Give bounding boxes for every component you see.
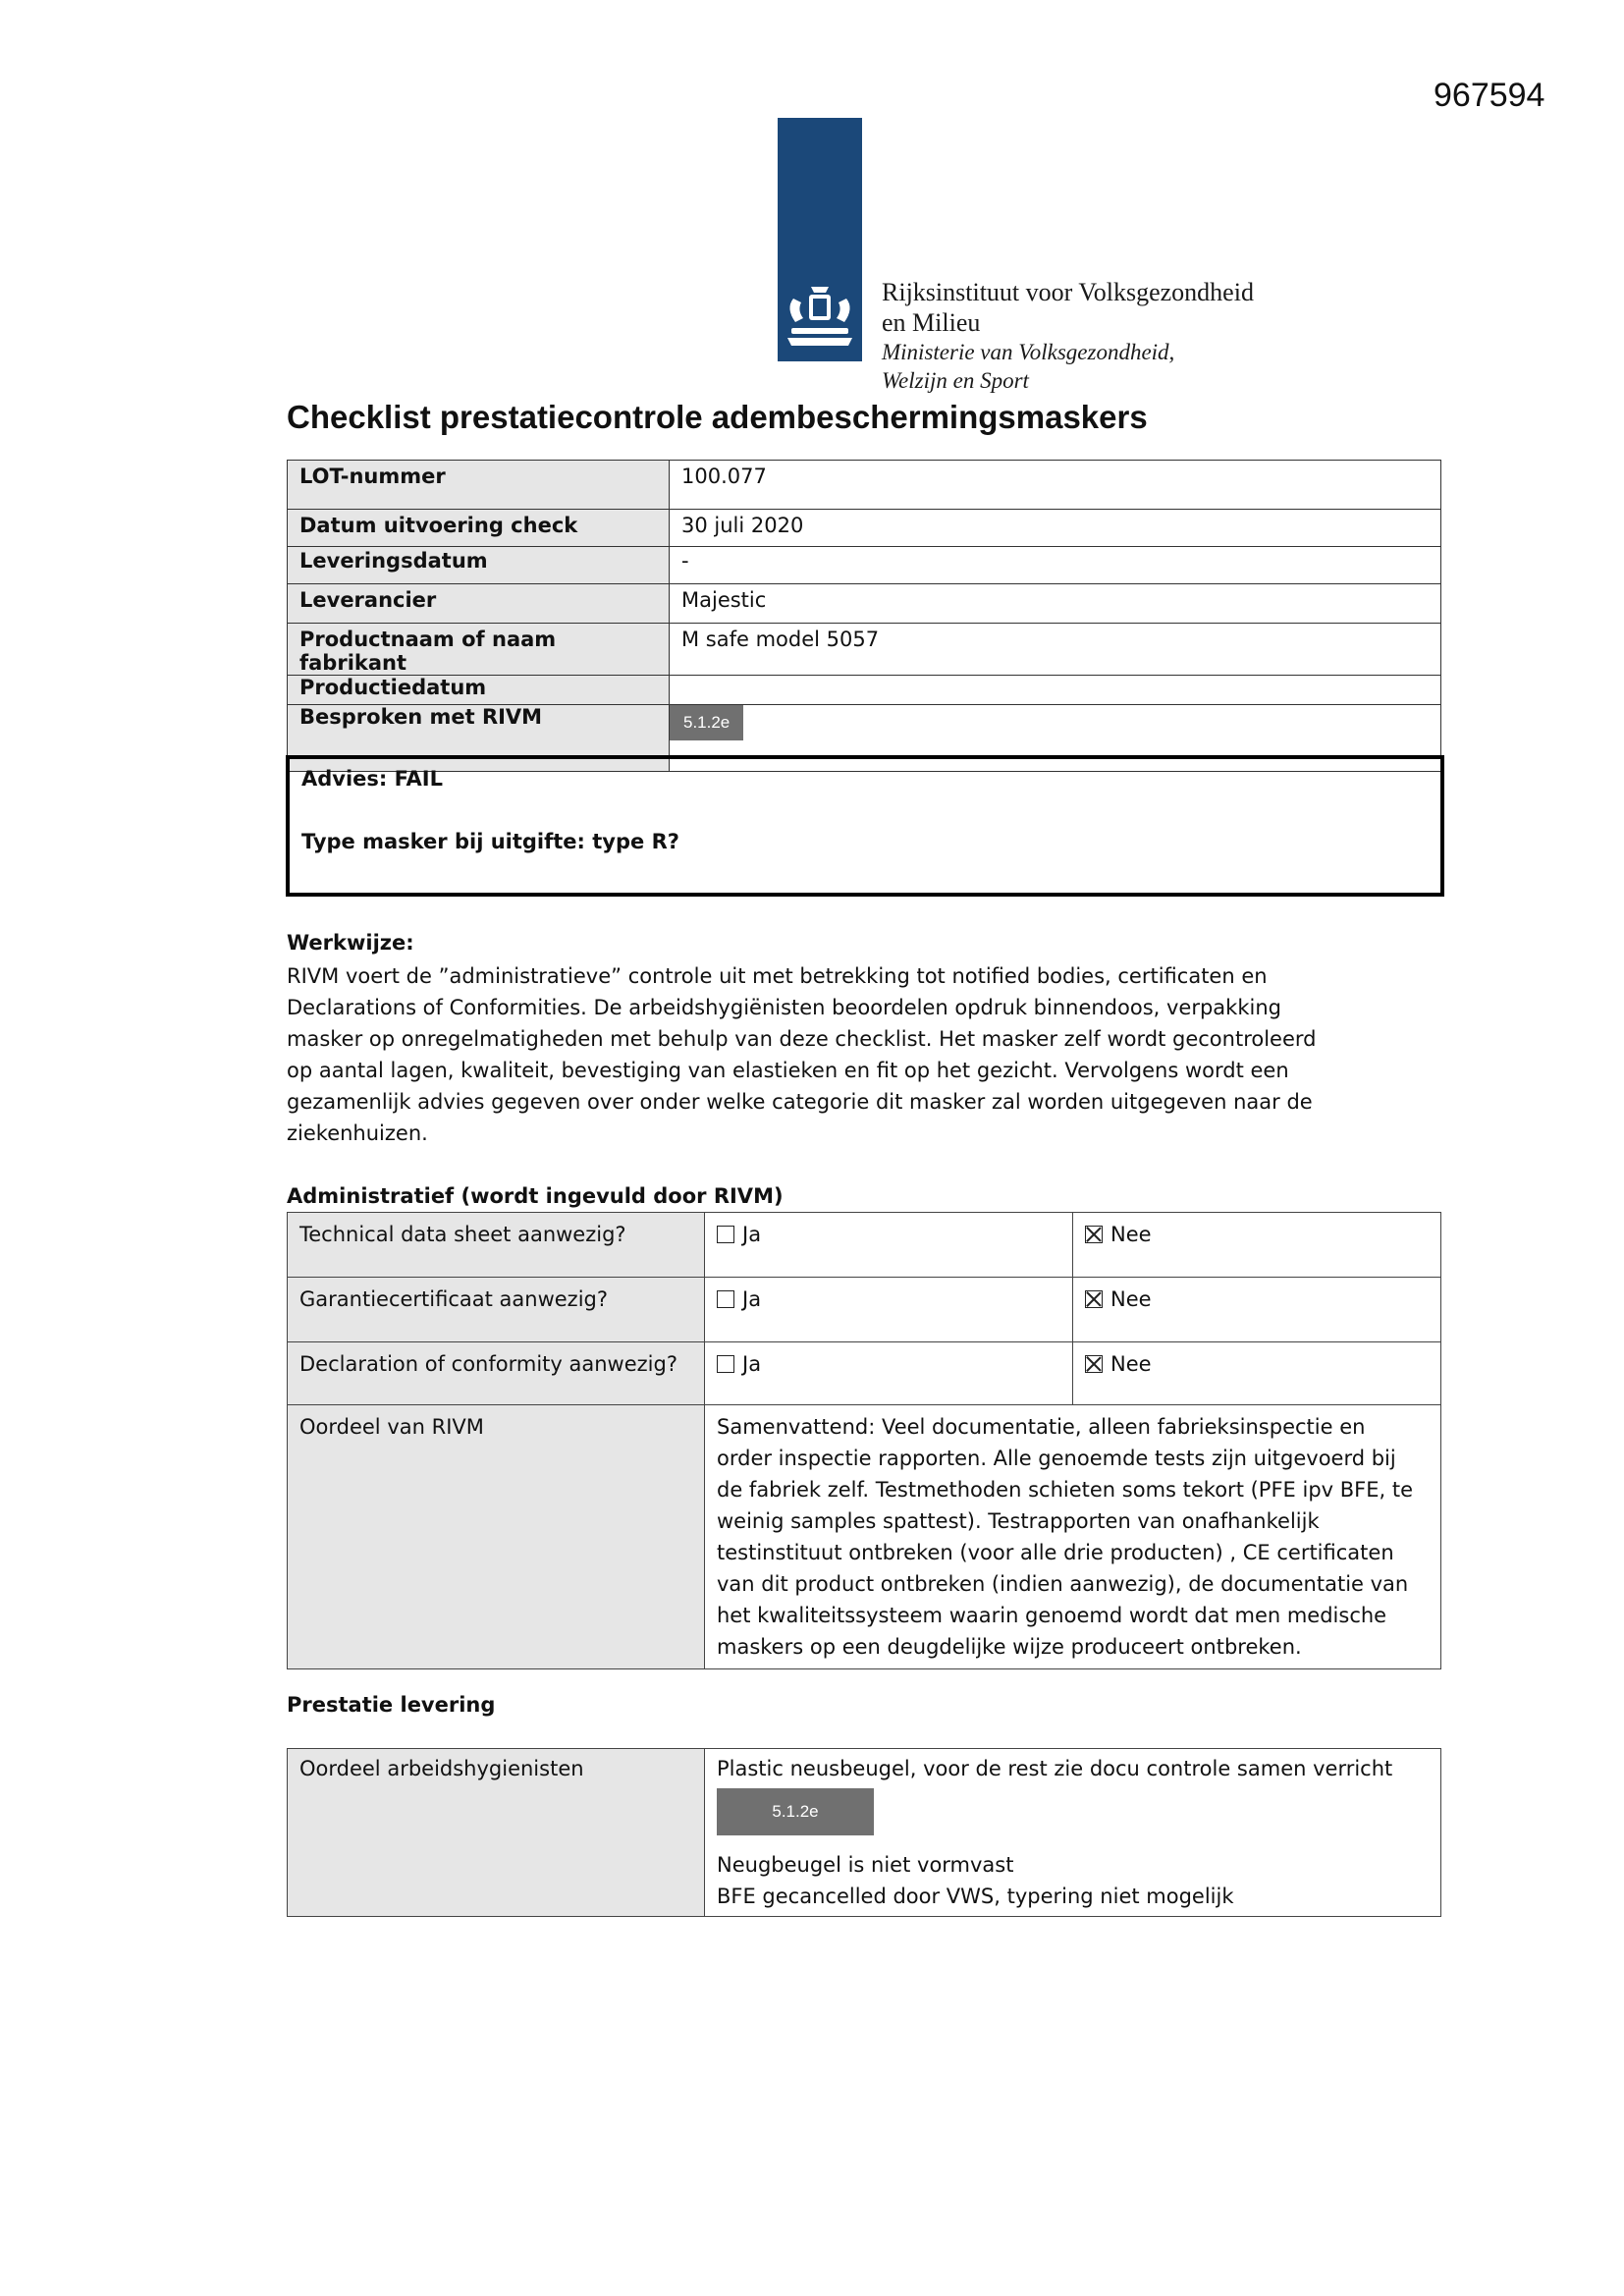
ja-label: Ja	[742, 1287, 762, 1311]
admin-table	[287, 1212, 1441, 1669]
werkwijze-line: op aantal lagen, kwaliteit, bevestiging van elastieken en fit op het gezicht. Vervolgens wordt een	[287, 1059, 1289, 1082]
werkwijze-line: RIVM voert de ”administratieve” controle uit met betrekking tot notified bodies, certificaten en	[287, 964, 1268, 988]
oordeel-line: weinig samples spattest). Testrapporten van onafhankelijk	[717, 1509, 1320, 1533]
admin-row	[288, 1405, 1441, 1669]
org-line-3: Ministerie van Volksgezondheid,	[882, 340, 1175, 364]
oordeel-arbeidshygienisten-label: Oordeel arbeidshygienisten	[288, 1749, 705, 1917]
ja-option	[705, 1342, 1073, 1405]
organization-name	[882, 277, 1254, 395]
oordeel-line: van dit product ontbreken (indien aanwezig), de documentatie van	[717, 1572, 1409, 1596]
oordeel-line: order inspectie rapporten. Alle genoemde tests zijn uitgevoerd bij	[717, 1447, 1396, 1470]
prestatie-line: Plastic neusbeugel, voor de rest zie docu controle samen verricht	[717, 1757, 1393, 1780]
info-label: Datum uitvoering check	[288, 510, 670, 547]
oordeel-line: Samenvattend: Veel documentatie, alleen fabrieksinspectie en	[717, 1415, 1366, 1439]
advice-result: Advies: FAIL	[301, 767, 444, 791]
info-label: Leverancier	[288, 584, 670, 624]
werkwijze-line: masker op onregelmatigheden met behulp van deze checklist. Het masker zelf wordt gecontroleerd	[287, 1027, 1317, 1051]
info-value: Majestic	[670, 584, 1441, 624]
page-title: Checklist prestatiecontrole adembeschermingsmaskers	[287, 399, 1148, 435]
info-value: -	[670, 547, 1441, 584]
checkbox-checked-icon[interactable]	[1085, 1290, 1103, 1308]
oordeel-rivm-label: Oordeel van RIVM	[288, 1405, 705, 1669]
nee-label: Nee	[1110, 1352, 1152, 1376]
checkbox-unchecked-icon[interactable]	[717, 1226, 734, 1243]
info-value: 30 juli 2020	[670, 510, 1441, 547]
ja-option	[705, 1213, 1073, 1278]
advice-box	[286, 755, 1444, 897]
lot-info-table	[287, 460, 1441, 772]
prestatie-line: BFE gecancelled door VWS, typering niet mogelijk	[717, 1885, 1234, 1908]
info-row	[288, 624, 1441, 676]
info-label: Productnaam of naam fabrikant	[288, 624, 670, 676]
ja-label: Ja	[742, 1352, 762, 1376]
werkwijze-line: ziekenhuizen.	[287, 1121, 428, 1145]
info-label: Productiedatum	[288, 676, 670, 705]
nee-label: Nee	[1110, 1223, 1152, 1246]
info-row	[288, 584, 1441, 624]
werkwijze-text	[287, 960, 1367, 1149]
prestatie-row	[288, 1749, 1441, 1917]
info-label: LOT-nummer	[288, 461, 670, 510]
admin-heading: Administratief (wordt ingevuld door RIVM)	[287, 1184, 784, 1208]
admin-question: Technical data sheet aanwezig?	[288, 1213, 705, 1278]
redaction-label: 5.1.2e	[670, 705, 743, 740]
checkbox-unchecked-icon[interactable]	[717, 1355, 734, 1373]
checkbox-checked-icon[interactable]	[1085, 1226, 1103, 1243]
crest-icon	[782, 279, 858, 352]
nee-option	[1073, 1278, 1441, 1342]
info-row	[288, 510, 1441, 547]
prestatie-table	[287, 1748, 1441, 1917]
info-label: Besproken met RIVM	[288, 705, 670, 772]
info-value: 100.077	[670, 461, 1441, 510]
oordeel-line: het kwaliteitssysteem waarin genoemd wordt dat men medische	[717, 1604, 1387, 1627]
oordeel-rivm-text	[705, 1405, 1441, 1669]
mask-type: Type masker bij uitgifte: type R?	[301, 830, 679, 853]
oordeel-line: maskers op een deugdelijke wijze produceert ontbreken.	[717, 1635, 1302, 1659]
info-label: Leveringsdatum	[288, 547, 670, 584]
nee-label: Nee	[1110, 1287, 1152, 1311]
oordeel-arbeidshygienisten-text	[705, 1749, 1441, 1917]
checkbox-checked-icon[interactable]	[1085, 1355, 1103, 1373]
info-row	[288, 461, 1441, 510]
info-value	[670, 676, 1441, 705]
nee-option	[1073, 1342, 1441, 1405]
werkwijze-heading: Werkwijze:	[287, 931, 414, 955]
admin-row	[288, 1278, 1441, 1342]
ja-option	[705, 1278, 1073, 1342]
admin-row	[288, 1342, 1441, 1405]
admin-question: Declaration of conformity aanwezig?	[288, 1342, 705, 1405]
info-row	[288, 547, 1441, 584]
admin-row	[288, 1213, 1441, 1278]
redaction-label: 5.1.2e	[717, 1788, 874, 1835]
oordeel-line: de fabriek zelf. Testmethoden schieten soms tekort (PFE ipv BFE, te	[717, 1478, 1414, 1502]
oordeel-line: testinstituut ontbreken (voor alle drie producten) , CE certificaten	[717, 1541, 1394, 1564]
org-line-2: en Milieu	[882, 308, 981, 337]
checkbox-unchecked-icon[interactable]	[717, 1290, 734, 1308]
werkwijze-line: Declarations of Conformities. De arbeidshygiënisten beoordelen opdruk binnendoos, verpakking	[287, 996, 1281, 1019]
admin-question: Garantiecertificaat aanwezig?	[288, 1278, 705, 1342]
prestatie-line: Neugbeugel is niet vormvast	[717, 1853, 1014, 1877]
org-line-4: Welzijn en Sport	[882, 368, 1029, 393]
ja-label: Ja	[742, 1223, 762, 1246]
werkwijze-line: gezamenlijk advies gegeven over onder welke categorie dit masker zal worden uitgegeven naar de	[287, 1090, 1313, 1114]
nee-option	[1073, 1213, 1441, 1278]
info-row	[288, 676, 1441, 705]
org-line-1: Rijksinstituut voor Volksgezondheid	[882, 278, 1254, 306]
prestatie-heading: Prestatie levering	[287, 1693, 496, 1717]
info-value: M safe model 5057	[670, 624, 1441, 676]
document-number: 967594	[1434, 77, 1545, 114]
